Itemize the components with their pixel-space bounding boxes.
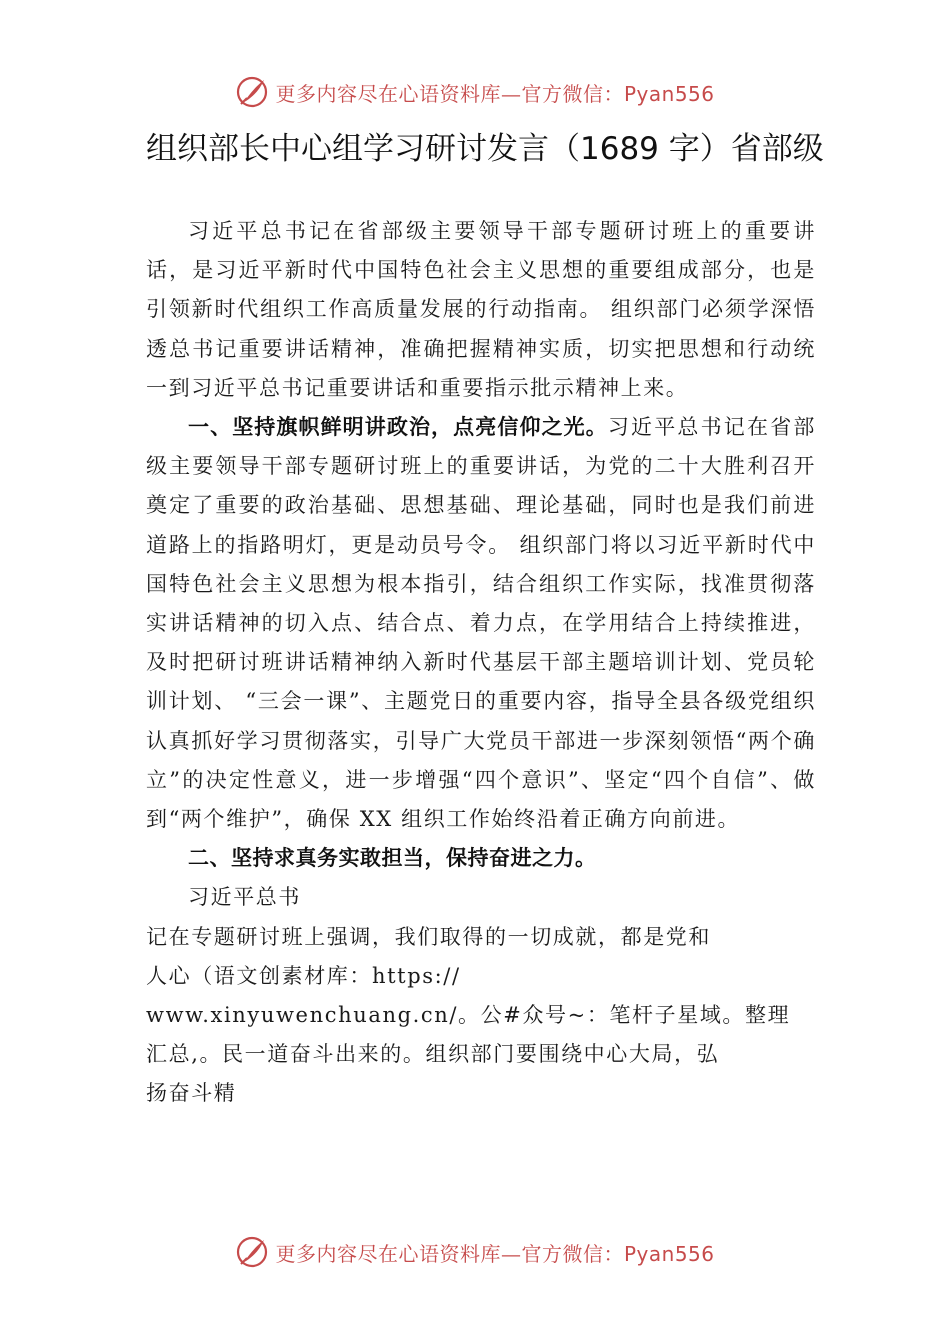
section-1-heading: 一、坚持旗帜鲜明讲政治，点亮信仰之光。 <box>188 415 608 440</box>
watermark-footer <box>0 1232 950 1272</box>
section-2-line: www.xinyuwenchuang.cn/。公#众号~：笔杆子星域。整理 <box>146 1003 791 1028</box>
section-2-line-start: 习近平总书 <box>188 885 301 910</box>
section-2-line: 人心（语文创素材库：https:// <box>146 963 461 988</box>
paragraph-section-1 <box>146 408 816 839</box>
watermark-text: 更多内容尽在心语资料库—官方微信：Pyan556 <box>275 81 715 106</box>
section-1-body: 习近平总书记在省部级主要领导干部专题研讨班上的重要讲话，为党的二十大胜利召开奠定了重要的政治基础、思想基础、理论基础，同时也是我们前进道路上的指路明灯，更是动员号令。 组织部门将以习近平新时代中国特色社会主义思想为根本指引，结合组织工作实际，找准贯彻落实讲话精神的切入点、结合点、着力点，在学用结合上持续推进，及时把研讨班讲话精神纳入新时代基层干部主题培训计划、党员轮训计划、 “三会一课”、主题党日的重要内容，指导全县各级党组织认真抓好学习贯彻落实，引导广大党员干部进一步深刻领悟“两个确立”的决定性意义，进一步增强“四个意识”、坚定“四个自信”、做到“两个维护”，确保 XX 组织工作始终沿着正确方向前进。 <box>146 415 816 832</box>
section-2-first-line <box>146 839 816 917</box>
watermark-text: 更多内容尽在心语资料库—官方微信：Pyan556 <box>275 1241 715 1266</box>
paragraph-intro: 习近平总书记在省部级主要领导干部专题研讨班上的重要讲话，是习近平新时代中国特色社会主义思想的重要组成部分，也是引领新时代组织工作高质量发展的行动指南。 组织部门必须学深悟透总书记重要讲话精神，准确把握精神实质，切实把思想和行动统一到习近平总书记重要讲话和重要指示批示精神上来。 <box>146 219 816 400</box>
section-2-heading: 二、坚持求真务实敢担当，保持奋进之力。 <box>188 846 597 871</box>
section-2-line: 汇总,。民一道奋斗出来的。组织部门要围绕中心大局，弘 <box>146 1042 720 1067</box>
section-2-line: 扬奋斗精 <box>146 1081 237 1106</box>
document-body <box>146 212 816 1114</box>
document-title: 组织部长中心组学习研讨发言（1689 字）省部级 <box>146 131 824 167</box>
section-2-line: 记在专题研讨班上强调，我们取得的一切成就，都是党和 <box>146 924 711 949</box>
quill-logo-icon <box>235 75 269 109</box>
quill-logo-icon <box>235 1235 269 1269</box>
watermark-header <box>0 72 950 112</box>
paragraph-section-2 <box>146 839 816 1113</box>
